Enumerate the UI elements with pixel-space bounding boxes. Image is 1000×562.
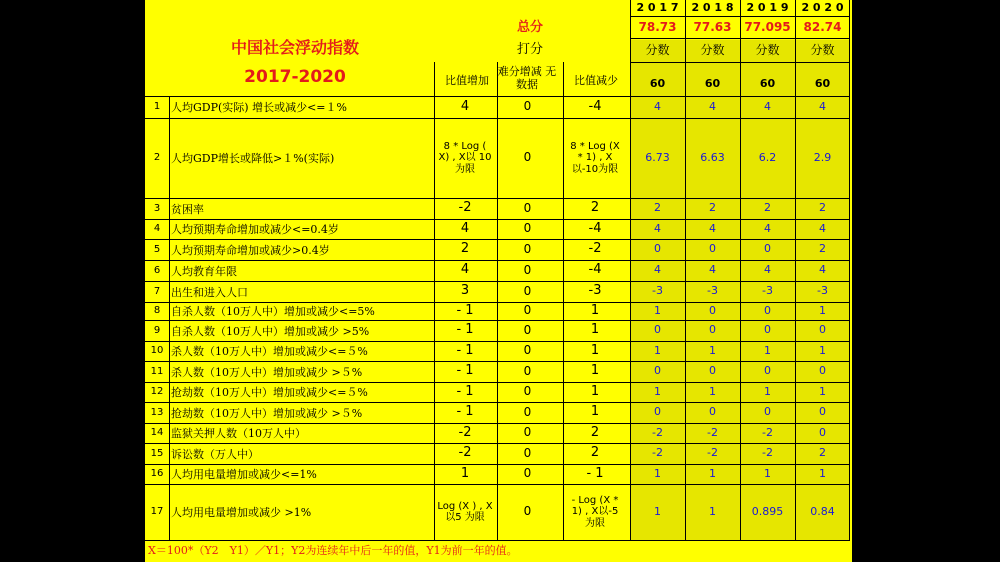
row-score-2: 0 — [764, 405, 771, 419]
row-score-0: 1 — [654, 303, 661, 317]
col-header-decrease: 比值减少 — [574, 73, 618, 87]
row-score-2: 2 — [764, 201, 771, 215]
row-score-2: 0 — [764, 323, 771, 337]
row-label: 人均预期寿命增加或减少<=0.4岁 — [171, 223, 339, 236]
row-score-1: 0 — [709, 323, 716, 337]
year-points-label-0: 分数 — [645, 43, 670, 58]
year-header-2: 2 0 1 9 — [746, 0, 789, 14]
row-number: 7 — [153, 285, 161, 297]
grid-line — [434, 62, 435, 540]
row-score-0: 1 — [654, 343, 661, 357]
year-total-0: 78.73 — [638, 20, 677, 35]
row-score-1: 0 — [709, 364, 716, 378]
row-score-3: 2 — [819, 446, 826, 460]
year-total-3: 82.74 — [803, 20, 842, 35]
row-increase-value: - 1 — [456, 363, 474, 379]
row-number: 10 — [150, 345, 164, 357]
row-number: 16 — [150, 468, 164, 480]
row-score-1: 1 — [709, 504, 716, 518]
page-title: 中国社会浮动指数 — [230, 37, 359, 57]
row-nodata-value: 0 — [523, 363, 532, 378]
row-number: 12 — [150, 386, 164, 398]
row-score-2: 1 — [764, 343, 771, 357]
row-increase-value: - 1 — [456, 302, 474, 318]
row-number: 3 — [153, 202, 161, 214]
row-label: 人均预期寿命增加或减少>0.4岁 — [171, 243, 330, 257]
row-score-2: 0.895 — [751, 504, 784, 518]
row-label: 自杀人数（10万人中）增加或减少 >5% — [171, 324, 370, 338]
row-increase-value: - 1 — [456, 342, 474, 358]
row-decrease-value: -4 — [588, 262, 602, 278]
year-max-score-3: 60 — [814, 76, 831, 90]
row-number: 11 — [150, 365, 164, 377]
grid-line — [563, 62, 564, 540]
row-score-3: 1 — [819, 384, 826, 398]
row-nodata-value: 0 — [523, 150, 532, 165]
row-increase-value: 4 — [460, 262, 470, 278]
row-score-2: 0 — [764, 242, 771, 256]
row-increase-value: 3 — [460, 283, 470, 299]
row-score-3: 4 — [819, 221, 826, 235]
row-number: 8 — [153, 305, 161, 317]
year-header-0: 2 0 1 7 — [636, 0, 679, 14]
row-increase-value: 2 — [460, 241, 470, 257]
year-max-score-2: 60 — [759, 76, 776, 90]
row-score-2: 6.2 — [758, 150, 777, 164]
row-number: 14 — [150, 427, 164, 439]
row-decrease-value: -4 — [588, 220, 602, 236]
row-score-3: 0 — [819, 405, 826, 419]
grid-line — [145, 96, 434, 97]
row-score-1: 6.63 — [700, 150, 725, 164]
row-increase-value: -2 — [458, 200, 472, 216]
row-score-1: -2 — [707, 446, 718, 460]
row-decrease-value: 2 — [590, 424, 600, 440]
row-number: 13 — [150, 406, 164, 418]
year-max-score-1: 60 — [704, 76, 721, 90]
row-number: 6 — [153, 264, 161, 276]
row-nodata-value: 0 — [523, 322, 532, 337]
row-score-1: 4 — [709, 99, 716, 113]
row-label: 人均用电量增加或减少<=1% — [171, 468, 317, 481]
row-number: 4 — [153, 223, 161, 235]
row-increase-value: -2 — [458, 424, 472, 440]
row-increase-value: - 1 — [456, 383, 474, 399]
row-decrease-value: 1 — [590, 322, 600, 338]
row-decrease-value: -4 — [588, 98, 602, 114]
row-score-3: 0.84 — [810, 504, 835, 518]
row-score-3: 0 — [819, 364, 826, 378]
row-score-1: 4 — [709, 263, 716, 277]
row-score-0: -2 — [652, 446, 663, 460]
row-score-1: 0 — [709, 405, 716, 419]
row-decrease-value: 1 — [590, 302, 600, 318]
row-label: 出生和进入人口 — [171, 285, 248, 299]
row-nodata-value: 0 — [523, 504, 532, 519]
row-decrease-value: 2 — [590, 200, 600, 216]
row-score-1: -3 — [707, 284, 718, 298]
row-score-2: -2 — [762, 425, 773, 439]
grid-line — [145, 540, 850, 541]
row-increase-value: 8 * Log ( X) , X以 10为限 — [438, 140, 492, 175]
row-nodata-value: 0 — [523, 384, 532, 399]
year-points-label-2: 分数 — [755, 43, 780, 58]
row-score-0: -3 — [652, 284, 663, 298]
row-nodata-value: 0 — [523, 466, 532, 481]
row-score-1: 1 — [709, 343, 716, 357]
row-score-0: 0 — [654, 405, 661, 419]
grid-line — [795, 0, 796, 540]
grid-line — [685, 0, 686, 540]
row-nodata-value: 0 — [523, 221, 532, 236]
row-score-3: -3 — [817, 284, 828, 298]
row-decrease-value: 1 — [590, 342, 600, 358]
row-label: 人均GDP(实际) 增长或减少<=１% — [171, 101, 347, 114]
row-nodata-value: 0 — [523, 241, 532, 256]
row-increase-value: 1 — [460, 465, 470, 481]
row-number: 2 — [153, 152, 161, 164]
year-max-score-0: 60 — [649, 76, 666, 90]
row-score-3: 0 — [819, 323, 826, 337]
row-decrease-value: 1 — [590, 383, 600, 399]
row-label: 人均教育年限 — [171, 264, 237, 278]
row-nodata-value: 0 — [523, 262, 532, 277]
row-score-3: 2 — [819, 242, 826, 256]
row-nodata-value: 0 — [523, 445, 532, 460]
row-score-2: 1 — [764, 384, 771, 398]
row-score-2: 4 — [764, 99, 771, 113]
row-increase-value: - 1 — [456, 322, 474, 338]
row-nodata-value: 0 — [523, 200, 532, 215]
row-nodata-value: 0 — [523, 343, 532, 358]
row-decrease-value: -3 — [588, 283, 602, 299]
row-label: 人均GDP增长或降低>１%(实际) — [171, 152, 335, 165]
row-score-0: 1 — [654, 466, 661, 480]
row-score-2: 1 — [764, 466, 771, 480]
row-score-1: 0 — [709, 242, 716, 256]
row-score-1: 1 — [709, 384, 716, 398]
page-subtitle: 2017-2020 — [244, 67, 346, 88]
row-score-3: 4 — [819, 263, 826, 277]
row-score-0: 1 — [654, 504, 661, 518]
row-score-3: 2 — [819, 201, 826, 215]
row-score-2: -2 — [762, 446, 773, 460]
row-score-3: 1 — [819, 343, 826, 357]
row-decrease-value: - Log (X * 1) , X以-5为限 — [571, 494, 619, 529]
row-score-1: -2 — [707, 425, 718, 439]
year-header-1: 2 0 1 8 — [691, 0, 734, 14]
row-label: 人均用电量增加或减少 >1% — [171, 506, 312, 519]
row-number: 15 — [150, 447, 164, 459]
row-label: 抢劫数（10万人中）增加或减少<=５% — [171, 386, 368, 399]
row-nodata-value: 0 — [523, 303, 532, 318]
row-label: 杀人数（10万人中）增加或减少<=５% — [171, 345, 368, 358]
score-label: 打分 — [516, 41, 543, 57]
row-number: 9 — [153, 324, 161, 336]
row-score-0: 1 — [654, 384, 661, 398]
row-decrease-value: 8 * Log (X * 1) , X 以-10为限 — [570, 140, 620, 175]
spreadsheet — [145, 0, 852, 562]
row-score-0: 4 — [654, 221, 661, 235]
row-label: 监狱关押人数（10万人中） — [171, 427, 306, 440]
total-label: 总分 — [516, 19, 543, 35]
year-points-label-1: 分数 — [700, 43, 725, 58]
row-score-1: 4 — [709, 221, 716, 235]
row-score-3: 0 — [819, 425, 826, 439]
row-number: 1 — [153, 101, 161, 113]
year-total-1: 77.63 — [693, 20, 732, 35]
row-increase-value: 4 — [460, 220, 470, 236]
row-increase-value: - 1 — [456, 404, 474, 420]
row-label: 贫困率 — [171, 202, 204, 216]
footnote: X＝100*（Y2 Y1）／Y1；Y2为连续年中后一年的值，Y1为前一年的值。 — [148, 544, 518, 557]
row-score-0: 4 — [654, 263, 661, 277]
row-score-0: 2 — [654, 201, 661, 215]
row-nodata-value: 0 — [523, 425, 532, 440]
row-score-0: 0 — [654, 364, 661, 378]
row-label: 抢劫数（10万人中）增加或减少 >５% — [171, 406, 363, 420]
row-increase-value: 4 — [460, 98, 470, 114]
grid-line — [497, 62, 498, 540]
row-label: 杀人数（10万人中）增加或减少 >５% — [171, 365, 363, 379]
row-decrease-value: 2 — [590, 445, 600, 461]
grid-line — [630, 0, 631, 540]
row-score-2: 4 — [764, 263, 771, 277]
row-score-1: 2 — [709, 201, 716, 215]
row-decrease-value: - 1 — [586, 465, 604, 481]
row-score-2: 4 — [764, 221, 771, 235]
row-number: 5 — [153, 243, 161, 255]
row-score-0: 6.73 — [645, 150, 670, 164]
row-score-0: 4 — [654, 99, 661, 113]
year-header-3: 2 0 2 0 — [801, 0, 844, 14]
col-header-increase: 比值增加 — [445, 73, 489, 87]
row-nodata-value: 0 — [523, 404, 532, 419]
col-header-nodata: 难分增减 无数据 — [497, 65, 557, 91]
row-decrease-value: 1 — [590, 404, 600, 420]
row-decrease-value: 1 — [590, 363, 600, 379]
row-score-2: -3 — [762, 284, 773, 298]
row-score-0: 0 — [654, 323, 661, 337]
row-label: 自杀人数（10万人中）增加或减少<=5% — [171, 305, 375, 318]
row-score-2: 0 — [764, 303, 771, 317]
year-total-2: 77.095 — [744, 20, 791, 35]
row-nodata-value: 0 — [523, 283, 532, 298]
grid-line — [740, 0, 741, 540]
row-score-2: 0 — [764, 364, 771, 378]
row-score-3: 1 — [819, 466, 826, 480]
row-score-0: 0 — [654, 242, 661, 256]
year-points-label-3: 分数 — [810, 43, 835, 58]
row-score-3: 1 — [819, 303, 826, 317]
row-nodata-value: 0 — [523, 99, 532, 114]
row-score-1: 1 — [709, 466, 716, 480]
row-score-3: 2.9 — [813, 150, 832, 164]
row-number: 17 — [150, 506, 164, 518]
row-score-1: 0 — [709, 303, 716, 317]
row-score-3: 4 — [819, 99, 826, 113]
row-score-0: -2 — [652, 425, 663, 439]
row-label: 诉讼数（万人中） — [171, 447, 259, 461]
row-decrease-value: -2 — [588, 241, 602, 257]
grid-line — [849, 0, 850, 540]
row-increase-value: -2 — [458, 445, 472, 461]
row-increase-value: Log (X ) , X以5 为限 — [437, 500, 493, 523]
grid-line — [169, 96, 170, 540]
